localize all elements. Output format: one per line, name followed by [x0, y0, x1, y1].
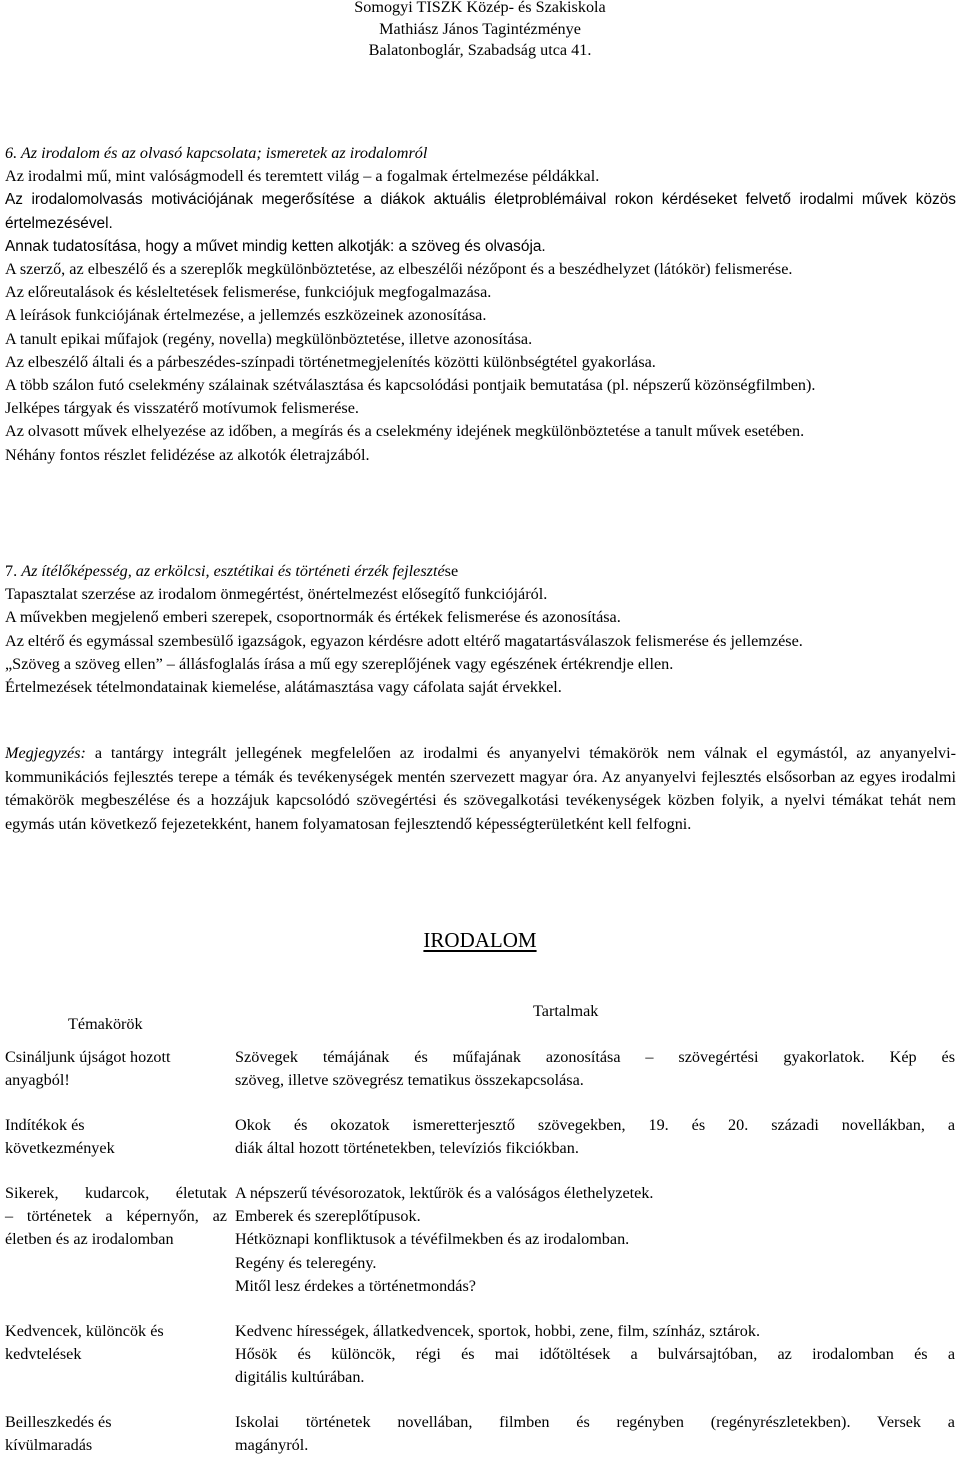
section-7-item: Értelmezések tételmondatainak kiemelése, alátámasztása vagy cáfolata saját érvekkel.	[5, 678, 562, 697]
content-line: Hősök és különcök, régi és mai időtöltések a bulvársajtóban, az irodalomban és a	[235, 1345, 955, 1364]
topic-line: Sikerek, kudarcok, életutak	[5, 1184, 227, 1202]
section-7-number: 7.	[5, 562, 18, 580]
section-6-item: Az irodalomolvasás motivációjának megerősítése a diákok aktuális életproblémáival rokon kérdéseket felvető irodalmi művek közös értelmezésével.	[5, 191, 956, 232]
topic-content	[235, 1114, 955, 1160]
section-7-heading	[5, 560, 956, 583]
topic-line: életben és az irodalomban	[5, 1230, 174, 1249]
section-7-item: Az eltérő és egymással szembesülő igazságok, egyazon kérdésre adott eltérő magatartásválaszok felismerése és jellemzése.	[5, 631, 803, 650]
section-7-item: Tapasztalat szerzése az irodalom önmegértést, önértelmezést elősegítő funkciójáról.	[5, 585, 548, 604]
section-6-item: Jelképes tárgyak és visszatérő motívumok felismerése.	[5, 399, 359, 418]
section-6-item: Annak tudatosítása, hogy a művet mindig ketten alkotják: a szöveg és olvasója.	[5, 237, 546, 255]
section-6-item: A szerző, az elbeszélő és a szereplők megkülönböztetése, az elbeszélői nézőpont és a beszédhelyzet (látókör) felismerése.	[5, 260, 793, 279]
topic-line: következmények	[5, 1139, 115, 1158]
topic-title	[5, 1182, 227, 1252]
section-6-item: Az előreutalások és késleltetések felismerése, funkciójuk megfogalmazása.	[5, 283, 492, 302]
col-header-contents: Tartalmak	[533, 1002, 599, 1020]
school-header	[0, 0, 960, 62]
note-block	[5, 742, 956, 836]
topic-content	[235, 1046, 955, 1092]
content-line: Emberek és szereplőtípusok.	[235, 1207, 421, 1226]
content-line: szöveg, illetve szövegrész tematikus összekapcsolása.	[235, 1071, 584, 1090]
section-6-item: Néhány fontos részlet felidézése az alkotók életrajzából.	[5, 445, 370, 464]
topic-line: anyagból!	[5, 1071, 70, 1090]
irodalom-title: IRODALOM	[423, 928, 537, 952]
content-line: Kedvenc hírességek, állatkedvencek, sportok, hobbi, zene, film, színház, sztárok.	[235, 1322, 761, 1340]
topic-line: Indítékok és	[5, 1116, 85, 1134]
content-line: Iskolai történetek novellában, filmben és regényben (regényrészletekben). Versek a	[235, 1413, 955, 1431]
topic-content	[235, 1320, 955, 1390]
topic-content	[235, 1182, 955, 1298]
content-line: Hétköznapi konfliktusok a tévéfilmekben és az irodalomban.	[235, 1230, 630, 1249]
section-7-title: Az ítélőképesség, az erkölcsi, esztétikai és történeti érzék fejleszté	[21, 562, 445, 580]
header-address: Balatonboglár, Szabadság utca 41.	[368, 41, 592, 59]
header-school-name: Somogyi TISZK Közép- és Szakiskola	[354, 0, 606, 16]
content-line: A népszerű tévésorozatok, lektűrök és a valóságos élethelyzetek.	[235, 1184, 654, 1202]
section-6-item: Az olvasott művek elhelyezése az időben, a megírás és a cselekmény idejének megkülönböztetése a tanult művek esetében.	[5, 422, 805, 441]
topic-line: Csináljunk újságot hozott	[5, 1048, 171, 1066]
topic-line: kívülmaradás	[5, 1436, 93, 1455]
content-line: Okok és okozatok ismeretterjesztő szövegekben, 19. és 20. századi novellákban, a	[235, 1116, 955, 1134]
topic-line: – történetek a képernyőn, az	[5, 1207, 227, 1226]
topic-line: kedvtelések	[5, 1345, 82, 1364]
content-line: Regény és teleregény.	[235, 1253, 377, 1272]
section-6-heading: 6. Az irodalom és az olvasó kapcsolata; ismeretek az irodalomról	[5, 144, 428, 162]
topic-title	[5, 1411, 227, 1457]
topic-title	[5, 1320, 227, 1366]
section-7-title-tail: se	[444, 562, 459, 580]
content-line: magányról.	[235, 1436, 309, 1455]
topic-content	[235, 1411, 955, 1457]
section-6-item: Az elbeszélő általi és a párbeszédes-színpadi történetmegjelenítés közötti különbségtétel gyakorlása.	[5, 352, 656, 371]
section-6-item: A több szálon futó cselekmény szálainak szétválasztása és kapcsolódási pontjaik bemutatása (pl. népszerű közönségfilmben).	[5, 376, 816, 395]
section-7-item: A művekben megjelenő emberi szerepek, csoportnormák és értékek felismerése és azonosítása.	[5, 608, 621, 627]
topic-title	[5, 1114, 227, 1160]
content-line: Mitől lesz érdekes a történetmondás?	[235, 1276, 476, 1295]
section-6-item: Az irodalmi mű, mint valóságmodell és teremtett világ – a fogalmak értelmezése példákkal.	[5, 167, 600, 186]
section-6	[5, 142, 956, 467]
content-line: digitális kultúrában.	[235, 1368, 365, 1387]
content-line: Szövegek témájának és műfajának azonosítása – szövegértési gyakorlatok. Kép és	[235, 1048, 955, 1066]
topic-title	[5, 1046, 227, 1092]
note-label: Megjegyzés:	[5, 744, 86, 762]
topic-line: Kedvencek, különcök és	[5, 1322, 164, 1340]
section-6-item: A leírások funkciójának értelmezése, a jellemzés eszközeinek azonosítása.	[5, 306, 487, 325]
section-6-item: A tanult epikai műfajok (regény, novella) megkülönböztetése, illetve azonosítása.	[5, 329, 533, 348]
col-header-topics: Témakörök	[68, 1015, 143, 1033]
topic-line: Beilleszkedés és	[5, 1413, 112, 1431]
note-paragraph	[5, 742, 956, 836]
header-institution: Mathiász János Tagintézménye	[379, 19, 581, 38]
section-7-item: „Szöveg a szöveg ellen” – állásfoglalás írása a mű egy szereplőjének vagy egészének értékrendje ellen.	[5, 654, 674, 673]
note-text: a tantárgy integrált jellegének megfelelően az irodalmi és anyanyelvi témakörök nem válnak el egymástól, az anyanyelvi-kommunikációs fejlesztés terepe a témák és tevékenységek mentén szervezett magyar óra. Az anyanyelvi fejlesztés elsősorban az egyes irodalmi témakörök megbeszélése és a hozzájuk kapcsolódó szövegértési és szövegalkotási tevékenységek közben folyik, a nyelvi témákat tehát nem egymás után következő fejezetekként, hanem folyamatosan fejlesztendő képességterületként kell felfogni.	[5, 744, 956, 833]
content-line: diák által hozott történetekben, televíziós fikciókban.	[235, 1139, 579, 1158]
section-7	[5, 560, 956, 699]
